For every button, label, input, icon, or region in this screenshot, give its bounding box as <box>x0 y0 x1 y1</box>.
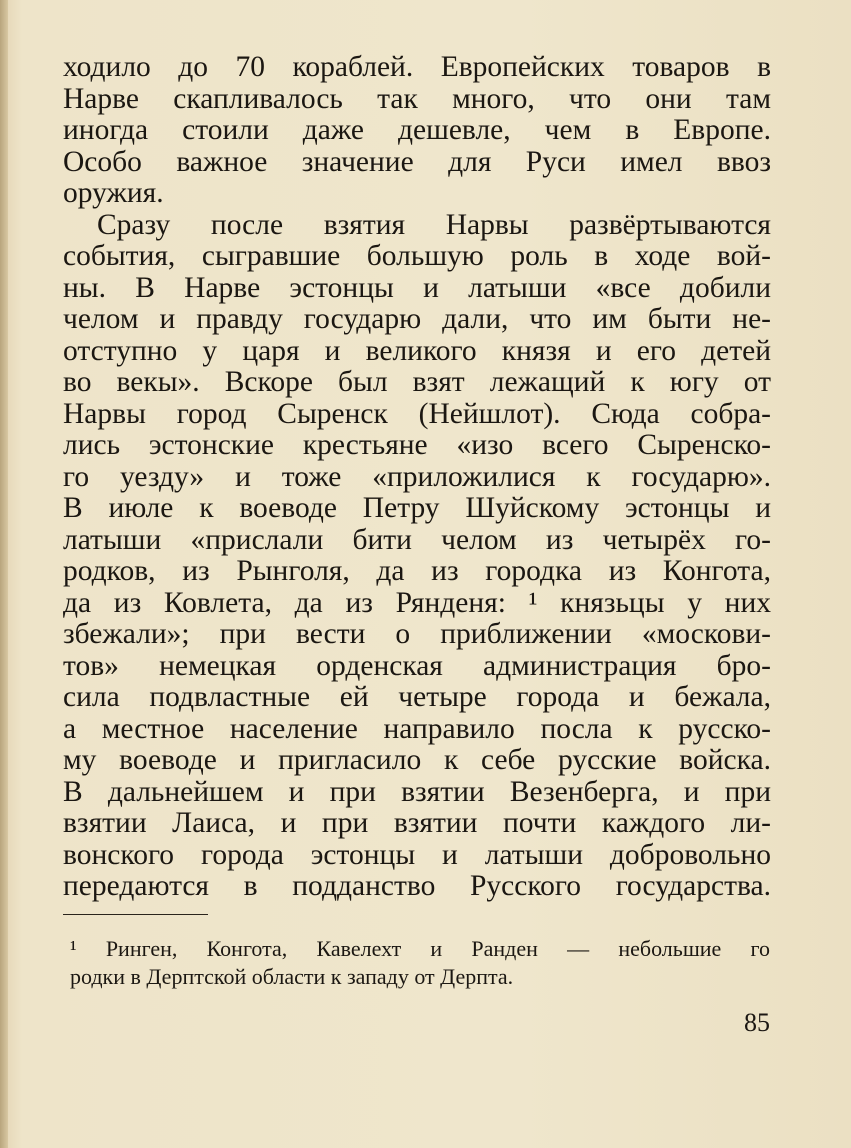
page-number: 85 <box>744 1008 770 1037</box>
text-line: а местное население направило посла к русско- <box>63 712 771 745</box>
text-line: события, сыгравшие большую роль в ходе вой- <box>63 240 771 272</box>
text-line: му воеводе и пригласило к себе русские войска. <box>63 744 771 776</box>
footnote-line: родки в Дерптской области к западу от Дерпта. <box>70 964 514 989</box>
body-text <box>63 52 771 903</box>
binding-edge <box>0 0 8 1148</box>
footnote-separator <box>63 914 208 915</box>
text-line: тов» немецкая орденская администрация бро- <box>63 649 771 682</box>
text-line: Нарвы город Сыренск (Нейшлот). Сюда собра- <box>63 397 771 430</box>
footnote-line: ¹ Ринген, Конгота, Кавелехт и Ранден — небольшие го <box>70 936 770 961</box>
text-line: передаются в подданство Русского государства. <box>63 870 771 902</box>
text-line: ны. В Нарве эстонцы и латыши «все добили <box>63 271 771 304</box>
text-line: Особо важное значение для Руси имел ввоз <box>63 145 771 178</box>
text-line: Сразу после взятия Нарвы развёртываются <box>97 208 771 241</box>
footnote <box>70 935 770 991</box>
text-line: ходило до 70 кораблей. Европейских товаров в <box>63 51 771 83</box>
text-line: отступно у царя и великого князя и его детей <box>63 334 771 367</box>
text-line: В июле к воеводе Петру Шуйскому эстонцы и <box>63 492 771 524</box>
text-line: родков, из Рынголя, да из городка из Конгота, <box>63 555 771 587</box>
text-line: В дальнейшем и при взятии Везенберга, и при <box>63 775 771 808</box>
text-line: оружия. <box>63 177 164 209</box>
text-line: да из Ковлета, да из Рянденя: ¹ князьцы у них <box>63 586 771 619</box>
text-line: лись эстонские крестьяне «изо всего Сыренско- <box>63 429 771 461</box>
text-line: збежали»; при вести о приближении «москови- <box>63 618 771 650</box>
text-line: го уезду» и тоже «приложилися к государю». <box>63 460 771 493</box>
text-line: Нарве скапливалось так много, что они там <box>63 82 771 115</box>
text-line: вонского города эстонцы и латыши добровольно <box>63 838 771 871</box>
text-line: сила подвластные ей четыре города и бежала, <box>63 681 771 713</box>
text-line: иногда стоили даже дешевле, чем в Европе. <box>63 114 771 146</box>
text-line: во векы». Вскоре был взят лежащий к югу от <box>63 366 771 398</box>
text-line: челом и правду государю дали, что им быти не- <box>63 303 771 335</box>
text-line: взятии Лаиса, и при взятии почти каждого ли- <box>63 807 771 839</box>
text-line: латыши «прислали бити челом из четырёх го- <box>63 523 771 556</box>
